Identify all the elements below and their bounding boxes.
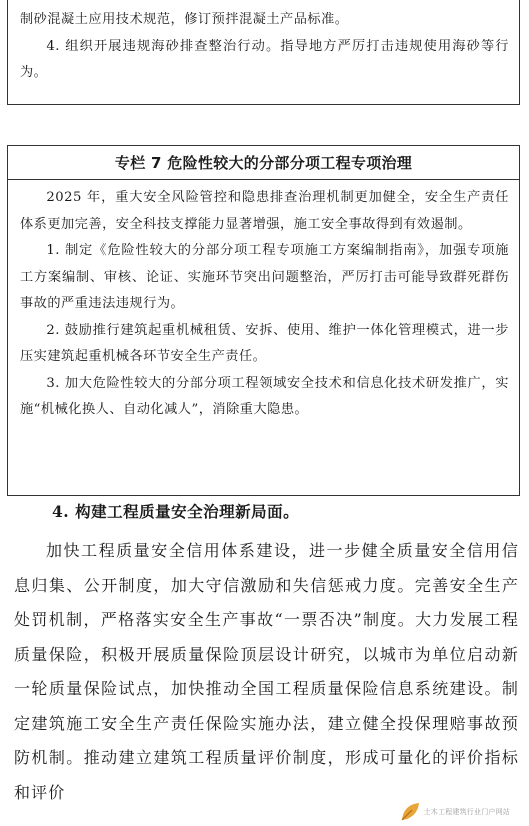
column-intro: 2025 年，重大安全风险管控和隐患排查治理机制更加健全，安全生产责任体系更加完善，安全科技支撑能力显著增强，施工安全事故得到有效遏制。 bbox=[20, 190, 509, 232]
column-7-title: 专栏 7 危险性较大的分部分项工程专项治理 bbox=[8, 146, 519, 180]
column-item-1: 1. 制定《危险性较大的分部分项工程专项施工方案编制指南》，加强专项施工方案编制、审核、论证、实施环节突出问题整治，严厉打击可能导致群死群伤事故的严重违法违规行为。 bbox=[20, 243, 509, 311]
preceding-column-box bbox=[7, 0, 520, 105]
column-7-box bbox=[7, 145, 520, 496]
column-text-line: 制砂混凝土应用技术规范，修订预拌混凝土产品标准。 bbox=[20, 12, 349, 27]
watermark-text: 土木工程建筑行业门户网站 bbox=[423, 808, 510, 816]
column-item-3: 3. 加大危险性较大的分部分项工程领域安全技术和信息化技术研发推广，实施“机械化换人、自动化减人”，消除重大隐患。 bbox=[20, 375, 509, 417]
leaf-logo-icon bbox=[399, 801, 421, 823]
column-item-2: 2. 鼓励推行建筑起重机械租赁、安拆、使用、维护一体化管理模式，进一步压实建筑起重机械各环节安全生产责任。 bbox=[20, 322, 509, 364]
section-heading: 4. 构建工程质量安全治理新局面。 bbox=[52, 502, 300, 521]
column-item-4: 4. 组织开展违规海砂排查整治行动。指导地方严厉打击违规使用海砂等行为。 bbox=[20, 38, 509, 80]
section-4 bbox=[14, 499, 519, 810]
site-watermark bbox=[396, 800, 513, 824]
section-paragraph: 加快工程质量安全信用体系建设，进一步健全质量安全信用信息归集、公开制度，加大守信激励和失信惩戒力度。完善安全生产处罚机制，严格落实安全生产事故“一票否决”制度。大力发展工程质量保险，积极开展质量保险顶层设计研究，以城市为单位启动新一轮质量保险试点，加快推动全国工程质量保险信息系统建设。制定建筑施工安全生产责任保险实施办法，建立健全投保理赔事故预防机制。推动建立建筑工程质量评价制度，形成可量化的评价指标和评价 bbox=[14, 541, 519, 802]
column-7-body bbox=[8, 180, 519, 424]
